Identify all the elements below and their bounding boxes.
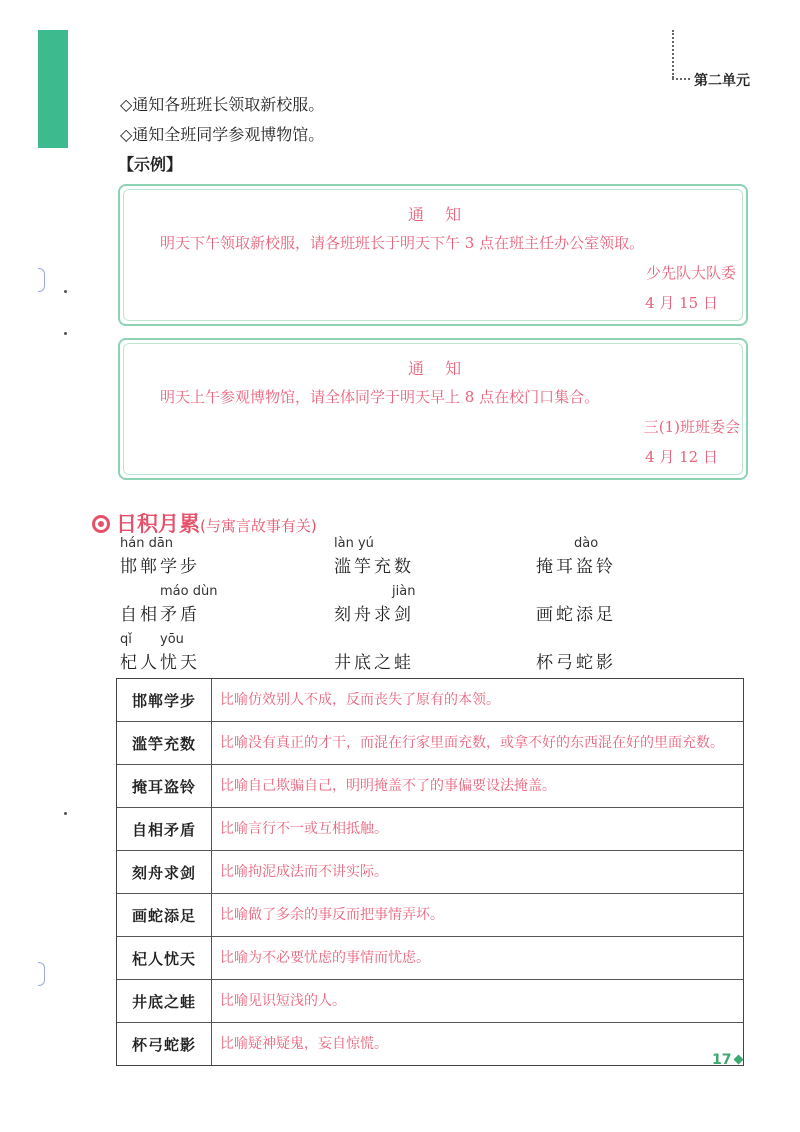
- pinyin: dào: [574, 536, 599, 551]
- term-cell: 杯弓蛇影: [117, 1023, 212, 1065]
- pinyin: jiàn: [392, 584, 416, 599]
- unit-label: 第二单元: [694, 73, 750, 89]
- notice-body: 明天下午领取新校服，请各班班长于明天下午 3 点在班主任办公室领取。: [160, 234, 645, 252]
- pinyin: làn yú: [334, 536, 374, 551]
- target-icon: [92, 515, 110, 533]
- table-row: [117, 679, 743, 721]
- section-title: 日积月累: [116, 512, 200, 536]
- idiom: 杯弓蛇影: [536, 653, 616, 673]
- idiom: 邯郸学步: [120, 557, 200, 577]
- pinyin: qǐ: [120, 632, 132, 647]
- table-row: [117, 850, 743, 893]
- definition-cell: 比喻见识短浅的人。: [220, 993, 346, 1009]
- term-cell: 邯郸学步: [117, 679, 212, 721]
- scan-dot: [64, 812, 67, 815]
- definition-cell: 比喻为不必要忧虑的事情而忧虑。: [220, 950, 430, 966]
- idiom: 自相矛盾: [120, 605, 200, 625]
- scan-dot: [64, 290, 67, 293]
- term-cell: 杞人忧天: [117, 937, 212, 979]
- definition-cell: 比喻言行不一或互相抵触。: [220, 821, 388, 837]
- definition-cell: 比喻没有真正的才干，而混在行家里面充数，或拿不好的东西混在好的里面充数。: [220, 735, 724, 751]
- table-row: [117, 764, 743, 807]
- term-cell: 画蛇添足: [117, 894, 212, 936]
- term-cell: 井底之蛙: [117, 980, 212, 1022]
- term-cell: 滥竽充数: [117, 722, 212, 764]
- idiom: 滥竽充数: [334, 557, 414, 577]
- margin-mark: [38, 962, 45, 986]
- definition-cell: 比喻仿效别人不成，反而丧失了原有的本领。: [220, 692, 500, 708]
- table-row: [117, 807, 743, 850]
- idiom-meaning-table: [116, 678, 744, 1066]
- margin-mark: [38, 268, 45, 292]
- table-row: [117, 893, 743, 936]
- page-number-text: 17: [712, 1052, 732, 1068]
- page-number: [712, 1052, 742, 1068]
- notice-signer: 少先队大队委: [645, 264, 736, 282]
- pinyin: hán dān: [120, 536, 174, 551]
- section-subtitle: (与寓言故事有关): [200, 517, 317, 535]
- idiom: 刻舟求剑: [334, 605, 414, 625]
- term-cell: 自相矛盾: [117, 808, 212, 850]
- table-row: [117, 979, 743, 1022]
- table-row: [117, 721, 743, 764]
- side-color-tab: [38, 30, 68, 148]
- notice-date: 4 月 15 日: [645, 294, 718, 312]
- bullet-item: ◇通知全班同学参观博物馆。: [120, 125, 325, 144]
- definition-cell: 比喻拘泥成法而不讲实际。: [220, 864, 388, 880]
- notice-body: 明天上午参观博物馆，请全体同学于明天早上 8 点在校门口集合。: [160, 388, 600, 406]
- table-row: [117, 1022, 743, 1065]
- notice-title: 通 知: [408, 359, 470, 378]
- term-cell: 刻舟求剑: [117, 851, 212, 893]
- section-heading: [92, 508, 317, 538]
- unit-corner: [672, 30, 800, 90]
- notice-date: 4 月 12 日: [645, 448, 718, 466]
- leaf-icon: [734, 1055, 744, 1065]
- pinyin: máo dùn: [160, 584, 218, 599]
- scan-dot: [64, 332, 67, 335]
- idiom: 杞人忧天: [120, 653, 200, 673]
- definition-cell: 比喻自己欺骗自己，明明掩盖不了的事偏要设法掩盖。: [220, 778, 556, 794]
- table-row: [117, 936, 743, 979]
- idiom: 井底之蛙: [334, 653, 414, 673]
- bullet-item: ◇通知各班班长领取新校服。: [120, 95, 325, 114]
- idiom: 画蛇添足: [536, 605, 616, 625]
- notice-signer: 三(1)班班委会: [643, 418, 740, 436]
- pinyin: yōu: [160, 632, 184, 647]
- example-label: 【示例】: [118, 155, 183, 174]
- notice-title: 通 知: [408, 205, 470, 224]
- definition-cell: 比喻做了多余的事反而把事情弄坏。: [220, 907, 444, 923]
- definition-cell: 比喻疑神疑鬼，妄自惊慌。: [220, 1036, 388, 1052]
- idiom: 掩耳盗铃: [536, 557, 616, 577]
- notice-box: [118, 184, 748, 326]
- term-cell: 掩耳盗铃: [117, 765, 212, 807]
- notice-box: [118, 338, 748, 480]
